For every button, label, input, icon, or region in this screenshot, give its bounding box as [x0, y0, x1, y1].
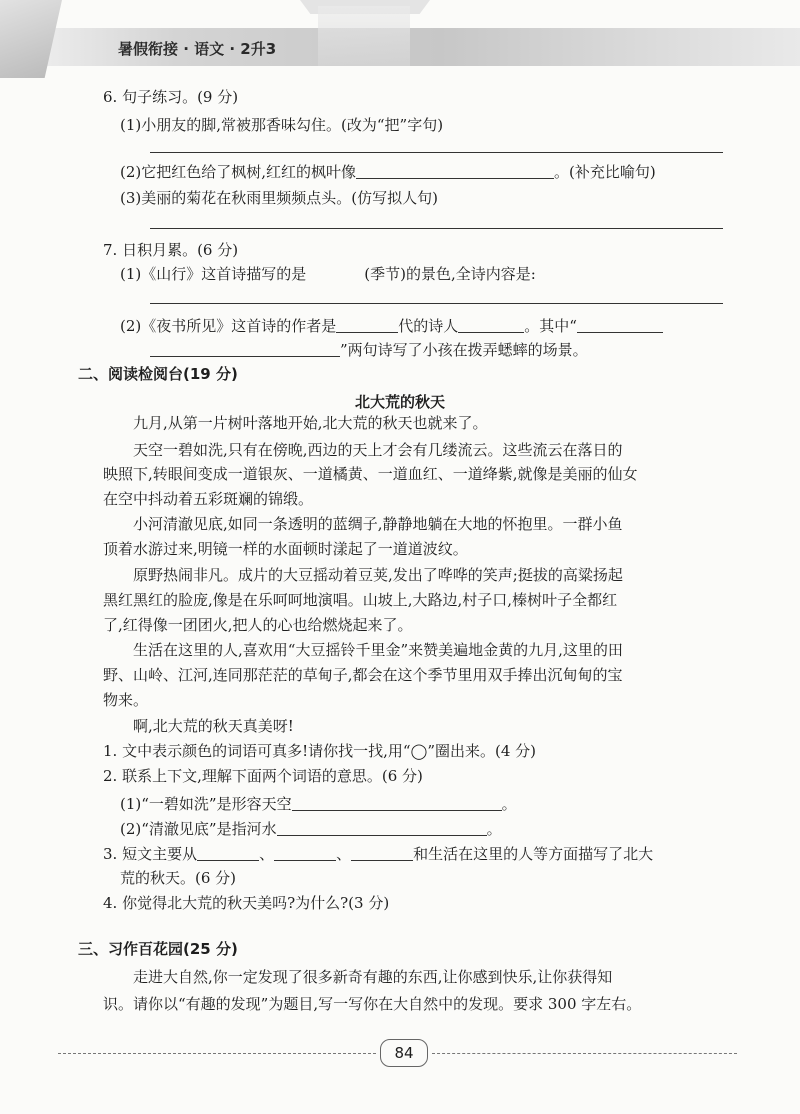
reading-q3-text-b: 和生活在这里的人等方面描写了北大	[413, 845, 654, 863]
reading-q2: 2. 联系上下文,理解下面两个词语的意思。(6 分)	[103, 767, 423, 785]
passage-p5-l1: 生活在这里的人,喜欢用“大豆摇铃千里金”来赞美遍地金黄的九月,这里的田	[133, 641, 623, 659]
header-decoration	[318, 6, 410, 66]
header-corner-tab	[0, 0, 62, 78]
q6-s1: (1)小朋友的脚,常被那香味勾住。(改为“把”字句)	[120, 116, 444, 134]
passage-p3-l1: 小河清澈见底,如同一条透明的蓝绸子,静静地躺在大地的怀抱里。一群小鱼	[133, 515, 623, 533]
footer-divider-right	[432, 1053, 737, 1054]
q7-s2-blank-poet[interactable]	[458, 318, 524, 333]
footer-divider-left	[58, 1053, 376, 1054]
reading-q3	[103, 846, 653, 862]
reading-q3-sep-2: 、	[336, 845, 352, 863]
q6-title: 6. 句子练习。(9 分)	[103, 88, 239, 106]
reading-q2-s1-period: 。	[501, 795, 517, 813]
q7-s2-text-b: 代的诗人	[398, 317, 459, 335]
passage-p4-l3: 了,红得像一团团火,把人的心也给燃烧起来了。	[103, 616, 413, 634]
q6-s2-blank[interactable]	[356, 164, 554, 179]
q7-s2-blank-verse[interactable]	[577, 318, 663, 333]
passage-p5-l3: 物来。	[103, 691, 149, 709]
q7-s1-text-b: (季节)的景色,全诗内容是:	[364, 265, 536, 283]
q6-s2-text-b: 。(补充比喻句)	[554, 163, 656, 181]
reading-q3-sep-1: 、	[259, 845, 275, 863]
q7-s2-blank-verse-cont[interactable]	[150, 342, 340, 357]
q7-s2-text-c: 。其中“	[524, 317, 577, 335]
q7-s2-text-a: (2)《夜书所见》这首诗的作者是	[120, 317, 337, 335]
reading-q2-s2	[120, 821, 502, 837]
reading-q3-blank-2[interactable]	[274, 846, 336, 861]
reading-q4: 4. 你觉得北大荒的秋天美吗?为什么?(3 分)	[103, 894, 390, 912]
passage-p2-l1: 天空一碧如洗,只有在傍晚,西边的天上才会有几缕流云。这些流云在落日的	[133, 441, 623, 459]
passage-p4-l1: 原野热闹非凡。成片的大豆摇动着豆荚,发出了哗哗的笑声;挺拔的高粱扬起	[133, 566, 623, 584]
writing-prompt-l2: 识。请你以“有趣的发现”为题目,写一写你在大自然中的发现。要求 300 字左右。	[103, 995, 642, 1013]
section3-heading: 三、习作百花园(25 分)	[78, 940, 238, 958]
passage-p6: 啊,北大荒的秋天真美呀!	[133, 717, 294, 735]
reading-q2-s1-text: (1)“一碧如洗”是形容天空	[120, 795, 292, 813]
reading-q2-s2-blank[interactable]	[277, 821, 487, 836]
writing-prompt-l1: 走进大自然,你一定发现了很多新奇有趣的东西,让你感到快乐,让你获得知	[133, 968, 613, 986]
q7-s2-cont	[150, 342, 588, 358]
q7-s2-blank-dynasty[interactable]	[336, 318, 398, 333]
passage-p4-l2: 黑红黑红的脸庞,像是在乐呵呵地演唱。山坡上,大路边,村子口,榛树叶子全都红	[103, 591, 618, 609]
passage-p2-l3: 在空中抖动着五彩斑斓的锦缎。	[103, 490, 314, 508]
q6-s1-answer-line[interactable]	[150, 152, 723, 153]
section2-heading: 二、阅读检阅台(19 分)	[78, 365, 238, 383]
q7-s2	[120, 318, 663, 334]
q7-title: 7. 日积月累。(6 分)	[103, 241, 239, 259]
reading-q3-blank-3[interactable]	[351, 846, 413, 861]
reading-q3-blank-1[interactable]	[197, 846, 259, 861]
passage-p2-l2: 映照下,转眼间变成一道银灰、一道橘黄、一道血红、一道绛紫,就像是美丽的仙女	[103, 465, 638, 483]
header-title: 暑假衔接 · 语文 · 2升3	[118, 40, 277, 58]
q7-s2-text-d: ”两句诗写了小孩在拨弄蟋蟀的场景。	[340, 341, 588, 359]
q6-s3-answer-line[interactable]	[150, 228, 723, 229]
passage-p5-l2: 野、山岭、江河,连同那茫茫的草甸子,都会在这个季节里用双手捧出沉甸甸的宝	[103, 666, 623, 684]
q7-s1-answer-line[interactable]	[150, 303, 723, 304]
page-number: 84	[380, 1039, 428, 1067]
reading-q3-cont: 荒的秋天。(6 分)	[120, 869, 237, 887]
passage-p1: 九月,从第一片树叶落地开始,北大荒的秋天也就来了。	[133, 414, 488, 432]
q7-s1	[120, 267, 536, 282]
q6-s3: (3)美丽的菊花在秋雨里频频点头。(仿写拟人句)	[120, 189, 438, 207]
reading-q2-s2-text: (2)“清澈见底”是指河水	[120, 820, 277, 838]
reading-q2-s1	[120, 796, 517, 812]
reading-q1: 1. 文中表示颜色的词语可真多!请你找一找,用“◯”圈出来。(4 分)	[103, 742, 537, 760]
reading-q2-s2-period: 。	[486, 820, 502, 838]
q6-s2	[120, 164, 656, 180]
reading-q3-text-a: 3. 短文主要从	[103, 845, 198, 863]
passage-p3-l2: 顶着水游过来,明镜一样的水面顿时漾起了一道道波纹。	[103, 540, 468, 558]
passage-title: 北大荒的秋天	[354, 393, 445, 411]
q7-s1-text-a: (1)《山行》这首诗描写的是	[120, 265, 307, 283]
q6-s2-text-a: (2)它把红色给了枫树,红红的枫叶像	[120, 163, 357, 181]
reading-q2-s1-blank[interactable]	[292, 796, 502, 811]
